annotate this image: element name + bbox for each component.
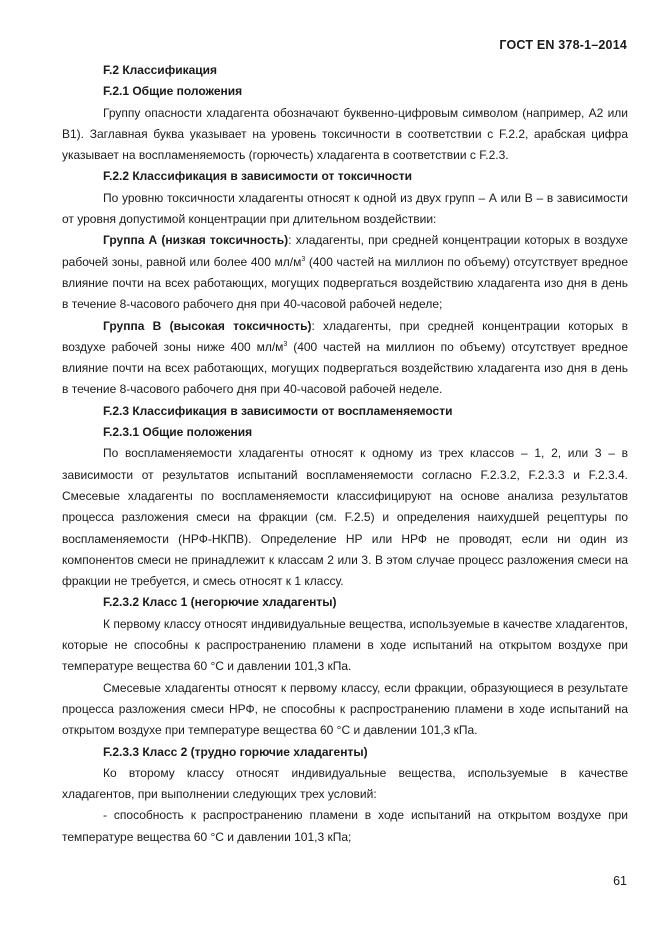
section-f2-title: F.2 Классификация — [103, 63, 217, 77]
document-body — [62, 60, 628, 848]
section-f21-paragraph-1: Группу опасности хладагента обозначают буквенно-цифровым символом (например, А2 или В1). Заглавная буква указывает на уровень токсичности в соответствии с F.2.2, арабская цифра указывает на воспламеняемость (горючесть) хладагента в соответствии с F.2.3. — [62, 105, 628, 163]
section-f232-title: F.2.3.2 Класс 1 (негорючие хладагенты) — [103, 595, 337, 610]
section-f22-title: F.2.2 Классификация в зависимости от токсичности — [103, 169, 412, 184]
group-b-paragraph — [62, 316, 628, 401]
group-b-text-2: (400 частей на миллион по объему) отсутствует вредное влияние почти на всех работающих, могущих подвергаться воздействию хладагента изо дня в день в течение 8-часового рабочего дня при 40-часовой рабочей неделе. — [62, 339, 628, 397]
group-a-paragraph — [62, 230, 628, 315]
standard-header: ГОСТ EN 378-1–2014 — [499, 38, 627, 52]
section-f232-paragraph-1: К первому классу относят индивидуальные вещества, используемые в качестве хладагентов, которые не способны к распространению пламени в ходе испытаний на открытом воздухе при температуре вещества 60 °С и давлении 101,3 кПа. — [62, 616, 628, 674]
section-f233-paragraph-2: - способность к распространению пламени в ходе испытаний на открытом воздухе при температуре вещества 60 °С и давлении 101,3 кПа; — [62, 808, 628, 844]
group-a-label: Группа А (низкая токсичность) — [103, 233, 289, 248]
section-f23-title: F.2.3 Классификация в зависимости от воспламеняемости — [103, 403, 453, 418]
group-a-text-2: (400 частей на миллион по объему) отсутствует вредное влияние почти на всех работающих, могущих подвергаться воздействию хладагента изо дня в день в течение 8-часового рабочего дня при 40-часовой рабочей неделе; — [62, 254, 628, 312]
section-f22-paragraph-1: По уровню токсичности хладагенты относят к одной из двух групп – А или В – в зависимости от уровня допустимой концентрации при длительном воздействии: — [62, 190, 628, 227]
group-b-superscript: 3 — [283, 340, 288, 348]
section-f231-paragraph-1: По воспламеняемости хладагенты относят к одному из трех классов – 1, 2, или 3 – в зависимости от результатов испытаний воспламеняемости согласно F.2.3.2, F.2.3.3 и F.2.3.4. Смесевые хладагенты по воспламеняемости классифицируют на основе анализа результатов процесса разложения смеси на фракции (см. F.2.5) и определения наихудшей рецептуры по воспламеняемости (НРФ-НКПВ). Определение НР или НРФ не проводят, если ни один из компонентов смеси не принадлежит к классам 2 или 3. В этом случае процесс разложения смеси на фракции не требуется, и смесь относят к 1 классу. — [62, 446, 628, 589]
section-f232-paragraph-2: Смесевые хладагенты относят к первому классу, если фракции, образующиеся в результате процесса разложения смеси НРФ, не способны к распространению пламени в ходе испытаний на открытом воздухе при температуре вещества 60 °С и давлении 101,3 кПа. — [62, 680, 628, 738]
section-f21-title: F.2.1 Общие положения — [103, 84, 243, 99]
group-b-label: Группа В (высокая токсичность) — [103, 318, 312, 333]
page-number: 61 — [613, 874, 627, 888]
group-b-text-1: : хладагенты, при средней концентрации которых в воздухе рабочей зоны ниже 400 мл/м — [62, 318, 629, 354]
group-a-text-1: : хладагенты, при средней концентрации которых в воздухе рабочей зоны, равной или более 400 мл/м — [62, 233, 628, 269]
section-f231-title: F.2.3.1 Общие положения — [103, 425, 253, 440]
group-a-superscript: 3 — [301, 255, 306, 263]
section-f233-title: F.2.3.3 Класс 2 (трудно горючие хладагенты) — [103, 744, 368, 759]
section-f233-paragraph-1: Ко второму классу относят индивидуальные вещества, используемые в качестве хладагентов, при выполнении следующих трех условий: — [62, 765, 628, 802]
